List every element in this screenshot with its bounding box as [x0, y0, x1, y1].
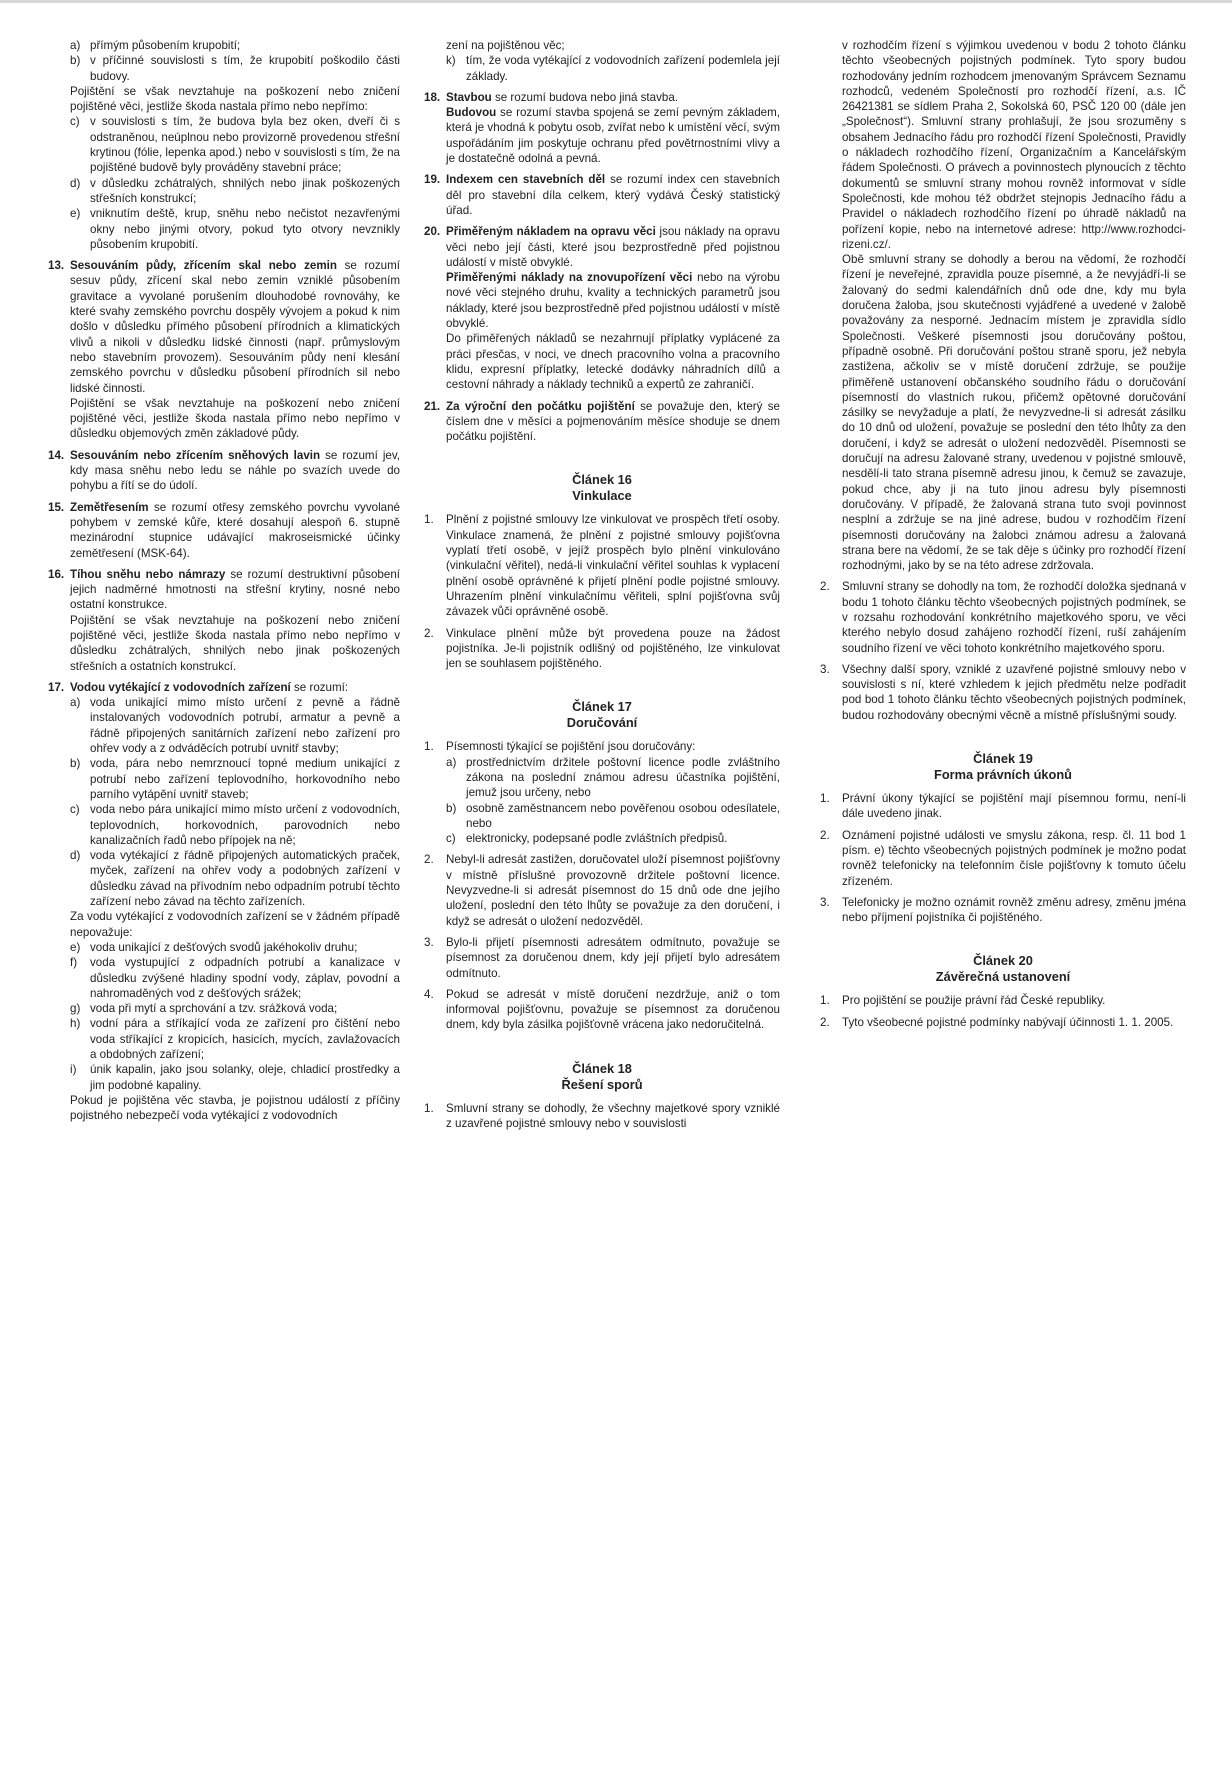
article-20-point-2: 2. Tyto všeobecné pojistné podmínky nabývají účinnosti 1. 1. 2005.	[820, 1015, 1174, 1029]
article-18-point-2: 2. Smluvní strany se dohodly na tom, že rozhodčí doložka sjednaná v bodu 1 tohoto článku těchto všeobecných pojistných podmínek, se v rozsahu rozhodování konkrétního majetkového sporu, ve věci kterého nebylo dosud zahájeno rozhodčí řízení, ruší zahájením soudního řízení ve věci tohoto konkrétního majetkového sporu.	[820, 580, 1186, 655]
list-item: d) voda vytékající z řádně připojených automatických praček, myček, zařízení na ohřev vody a podobných zařízení v důsledku závad na přívodním nebo odpadním potrubí těchto zařízení nebo závad na těchto zařízeních.	[70, 849, 400, 909]
list-item: d) v důsledku zchátralých, shnilých nebo jinak poškozených střešních konstrukcí;	[70, 176, 400, 205]
definition-20: 20. Přiměřeným nákladem na opravu věci jsou náklady na opravu věci nebo její části, které jsou bezprostředně před pojistnou událostí v místě obvyklé. Přiměřenými náklady na znovupořízení věci nebo na výrobu nové věci stejného druhu, kvality a technických parametrů jsou náklady, které jsou bezprostředně před pojistnou událostí v místě obvyklé. Do přiměřených nákladů se nezahrnují příplatky vyplácené za práci přesčas, v noci, ve dnech pracovního volna a pracovního klidu, expresní příplatky, letecké dodávky náhradních dílů a cestovní náhrady a náklady techniků a expertů ze zahraničí.	[424, 225, 780, 392]
paragraph: Za vodu vytékající z vodovodních zařízení se v žádném případě nepovažuje:	[70, 910, 400, 939]
list-item: b) osobně zaměstnancem nebo pověřenou osobou odesílatele, nebo	[446, 801, 780, 830]
paragraph: Obě smluvní strany se dohodly a berou na vědomí, že rozhodčí řízení je neveřejné, zpravidla pouze písemné, a že nevyjádří-li se žalovaný do sedmi kalendářních dnů ode dne, kdy mu byla doručena žaloba, jsou skutečnosti vyjádřené a uvedené v žalobě považovány za nesporné. Jednacím místem je zpravidla sídlo Společnosti. Veškeré písemnosti jsou doručovány poštou, případně osobně. Při doručování poštou straně sporu, jež nebyla zastižena, ačkoliv se v místě doručení zdržuje, se použije přiměřeně ustanovení občanského soudního řádu o doručování písemností do vlastních rukou, přičemž opětovné doručování zásilky se nevyžaduje a platí, že nevyzvedne-li si adresát zásilku do 10 dnů od uložení, považuje se poslední den této lhůty za den doručení, i když se adresát o uložení nedozvěděl. Písemnosti se doručují na adresu žalované strany, uvedenou v pojistné smlouvě, nesdělí-li tato strana písemně adresu jinou, k čemuž se zavazuje, pokud chce, aby ji na tuto jinou adresu byly písemnosti doručovány. V případě, že žalovaná strana tuto svoji povinnost nesplní a zdržuje se na jiné adrese, budou v rozhodčím řízení písemnosti doručovány na žalobci známou adresu a žalovaná strana bere na vědomí, že se tak děje s účinky pro rozhodčí řízení rozhodnými, jako by se na této adrese zdržovala.	[842, 253, 1186, 573]
definition-17: 17. Vodou vytékající z vodovodních zařízení se rozumí:	[48, 680, 349, 694]
list-item: k) tím, že voda vytékající z vodovodních zařízení podemlela její základy.	[446, 54, 780, 83]
list-item: h) vodní pára a stříkající voda ze zařízení pro čištění nebo voda stříkající z kropicích, hasicích, mycích, zavlažovacích a obdobných zařízení;	[70, 1017, 400, 1061]
list-item: a) přímým působením krupobití;	[70, 39, 241, 52]
list-item: c) elektronicky, podepsané podle zvláštních předpisů.	[446, 832, 728, 846]
list-item: e) vniknutím deště, krup, sněhu nebo nečistot nezavřenými okny nebo jinými otvory, pokud tyto otvory nevznikly působením krupobití.	[70, 207, 400, 251]
list-item: c) v souvislosti s tím, že budova byla bez oken, dveří či s odstraněnou, neúplnou nebo provizorně provedenou střešní krytinou (fólie, lepenka apod.) nebo v souvislosti s tím, že na pojištěné budově byly prováděny stavební práce;	[70, 115, 400, 175]
paragraph: zení na pojištěnou věc;	[446, 39, 565, 52]
article-16-point-2: 2. Vinkulace plnění může být provedena pouze na žádost pojistníka. Je-li pojistník odlišný od pojištěného, lze vinkulovat jen se souhlasem pojištěného.	[424, 626, 780, 671]
article-17-point-3: 3. Bylo-li přijetí písemnosti adresátem odmítnuto, považuje se písemnost za doručenou dnem, kdy její přijetí bylo adresátem odmítnuto.	[424, 935, 780, 980]
paragraph: Pokud je pojištěna věc stavba, je pojistnou událostí z příčiny pojistného nebezpečí voda vytékající z vodovodních	[70, 1093, 400, 1123]
article-17-heading: Článek 17 Doručování	[566, 699, 638, 731]
list-item: i) únik kapalin, jako jsou solanky, oleje, chladicí prostředky a jim podobné kapaliny.	[70, 1063, 400, 1092]
list-item: g) voda při mytí a sprchování a tzv. srážková voda;	[70, 1002, 338, 1016]
definition-18: 18. Stavbou se rozumí budova nebo jiná stavba. Budovou se rozumí stavba spojená se zemí pevným základem, která je vhodná k pobytu osob, zvířat nebo k umístění věcí, svým uspořádáním jim poskytuje ochranu před povětrnostními vlivy a je dostatečně odolná a pevná.	[424, 90, 780, 166]
scan-edge	[0, 0, 1232, 3]
definition-16: 16. Tíhou sněhu nebo námrazy se rozumí destruktivní působení jejich nadměrné hmotnosti na střešní krytiny, nosné nebo ostatní konstrukce. Pojištění se však nevztahuje na poškození nebo zničení pojištěné věci, jestliže škoda nastala přímo nebo nepřímo v důsledku zchátralých, shnilých nebo jinak poškozených střešních a ostatních konstrukcí.	[48, 567, 400, 673]
article-19-heading: Článek 19 Forma právních úkonů	[934, 751, 1072, 783]
article-19-point-1: 1. Právní úkony týkající se pojištění mají písemnou formu, není-li dále uvedeno jinak.	[820, 792, 1186, 821]
article-19-point-2: 2. Oznámení pojistné události ve smyslu zákona, resp. čl. 11 bod 1 písm. e) těchto všeobecných pojistných podmínek je možno podat rovněž telefonicky na telefonním čísle pojišťovny k tomuto účelu zřízeném.	[820, 828, 1186, 888]
article-20-heading: Článek 20 Závěrečná ustanovení	[935, 953, 1071, 985]
list-item: b) voda, pára nebo nemrznoucí topné medium unikající z potrubí nebo zařízení teplovodního, horkovodního nebo parního vytápění uvnitř staveb;	[70, 757, 400, 801]
article-18-heading: Článek 18 Řešení sporů	[561, 1060, 643, 1092]
list-item: a) prostřednictvím držitele poštovní licence podle zvláštního zákona na poslední známou adresu účastníka pojištění, jemuž jsou určeny, nebo	[446, 755, 780, 800]
article-18-point-1: 1. Smluvní strany se dohodly, že všechny majetkové spory vzniklé z uzavřené pojistné smlouvy nebo v souvislosti	[424, 1101, 780, 1131]
definition-14: 14. Sesouváním nebo zřícením sněhových lavin se rozumí jev, kdy masa sněhu nebo ledu se náhle po svazích uvede do pohybu a řítí se do údolí.	[48, 448, 400, 493]
column-2	[424, 38, 780, 1131]
list-item: c) voda nebo pára unikající mimo místo určení z vodovodních, teplovodních, horkovodních, parovodních nebo kanalizačních řadů nebo přípojek na ně;	[70, 803, 400, 847]
article-17-point-2: 2. Nebyl-li adresát zastižen, doručovatel uloží písemnost pojišťovny v místně příslušné provozovně držitele poštovní licence. Nevyzvedne-li si adresát písemnost do 15 dnů ode dne jejího uložení, poslední den této lhůty se považuje za den doručení, i když se adresát o uložení nedozvěděl.	[424, 853, 780, 928]
paragraph: Pojištění se však nevztahuje na poškození nebo zničení pojištěné věci, jestliže škoda nastala přímo nebo nepřímo:	[70, 84, 400, 114]
list-item: b) v příčinné souvislosti s tím, že krupobití poškodilo části budovy.	[70, 54, 400, 83]
paragraph: v rozhodčím řízení s výjimkou uvedenou v bodu 2 tohoto článku těchto všeobecných pojistných podmínek. Tyto spory budou rozhodovány jedním rozhodcem jmenovaným Správcem Seznamu rozhodců, vedeném Společností pro rozhodčí řízení, a.s. IČ 26421381 se sídlem Praha 2, Sokolská 60, PSČ 120 00 (dále jen „Společnost“). Smluvní strany prohlašují, že jsou srozuměny s obsahem Jednacího řádu pro rozhodčí řízení Společnosti, Pravidly o nákladech rozhodčího řízení, Organizačním a Kancelářským řádem Společnosti. O právech a povinnostech plynoucích z těchto dokumentů se smluvní strany mohou rovněž informovat v sídle Společnosti, kde mohou též obdržet stejnopis Jednacího řádu a Pravidel o nákladech rozhodčího řízení po úhradě nákladů na pořízení kopie, nebo na internetové adrese: http://www.rozhodci-rizeni.cz/.	[842, 39, 1186, 251]
definition-13: 13. Sesouváním půdy, zřícením skal nebo zemin se rozumí sesuv půdy, zřícení skal nebo zemin vzniklé působením gravitace a vyvolané porušením dlouhodobé rovnováhy, ke které svahy zemského povrchu dospěly vývojem a pokud k nim došlo v důsledku přímého působení přírodních a klimatických vlivů a nikoli v důsledku lidské činnosti (např. průmyslovým nebo stavebním provozem). Sesouváním půdy není klesání zemského povrchu v důsledku působení přírodních sil nebo lidské činnosti. Pojištění se však nevztahuje na poškození nebo zničení pojištěné věci, jestliže škoda nastala přímo nebo nepřímo v důsledku objemových změn základové půdy.	[48, 259, 400, 441]
definition-21: 21. Za výroční den počátku pojištění se považuje den, který se číslem dne v měsíci a pojmenováním měsíce shoduje se dnem počátku pojištění.	[424, 399, 780, 444]
list-item: a) voda unikající mimo místo určení z pevně a řádně instalovaných vodovodních potrubí, armatur a pevně a řádně připojených sanitárních zařízení nebo zařízení pro ohřev vody a z odváděcích potrubí uvnitř stavby;	[70, 696, 400, 756]
article-16-point-1: 1. Plnění z pojistné smlouvy lze vinkulovat ve prospěch třetí osoby. Vinkulace znamená, že plnění z pojistné smlouvy pojišťovna vyplatí třetí osobě, v jejíž prospěch bylo plnění vinkulováno (vinkulační věřitel), nedá-li vinkulační věřitel souhlas k vyplacení plnění osobě oprávněné k přijetí plnění podle pojistné smlouvy. Uhrazením plnění vinkulačnímu věřiteli, splní pojišťovna svůj závazek vůči oprávněné osobě.	[424, 513, 780, 619]
article-16-heading: Článek 16 Vinkulace	[572, 472, 632, 504]
article-17-point-1: 1. Písemnosti týkající se pojištění jsou doručovány:	[424, 740, 696, 754]
definition-15: 15. Zemětřesením se rozumí otřesy zemského povrchu vyvolané pohybem v zemské kůře, které dosahují alespoň 6. stupně mezinárodní stupnice udávající makroseismické účinky zemětřesení (MSK-64).	[48, 500, 400, 560]
column-3	[820, 38, 1186, 1030]
article-17-point-4: 4. Pokud se adresát v místě doručení nezdržuje, aniž o tom informoval pojišťovnu, považuje se písemnost za doručenou dnem, kdy byla zásilka pojišťovně vrácena jako nedoručitelná.	[424, 987, 780, 1032]
list-item: f) voda vystupující z odpadních potrubí a kanalizace v důsledku zvýšené hladiny spodní vody, záplav, povodní a nahromaděných vod z dešťových srážek;	[70, 956, 400, 1000]
list-item: e) voda unikající z dešťových svodů jakéhokoliv druhu;	[70, 940, 358, 954]
column-1	[48, 38, 400, 1123]
article-19-point-3: 3. Telefonicky je možno oznámit rovněž změnu adresy, změnu jména nebo příjmení pojistníka či pojištěného.	[820, 895, 1186, 925]
article-18-point-3: 3. Všechny další spory, vzniklé z uzavřené pojistné smlouvy nebo v souvislosti s ní, které vzhledem k jejich předmětu nelze podřadit pod bod 1 tohoto článku těchto všeobecných pojistných podmínek, budou rozhodovány obecnými věcně a místně příslušnými soudy.	[820, 662, 1186, 722]
article-20-point-1: 1. Pro pojištění se použije právní řád České republiky.	[820, 994, 1106, 1008]
definition-19: 19. Indexem cen stavebních děl se rozumí index cen stavebních děl pro stavební díla celkem, který vydává Český statistický úřad.	[424, 173, 781, 217]
